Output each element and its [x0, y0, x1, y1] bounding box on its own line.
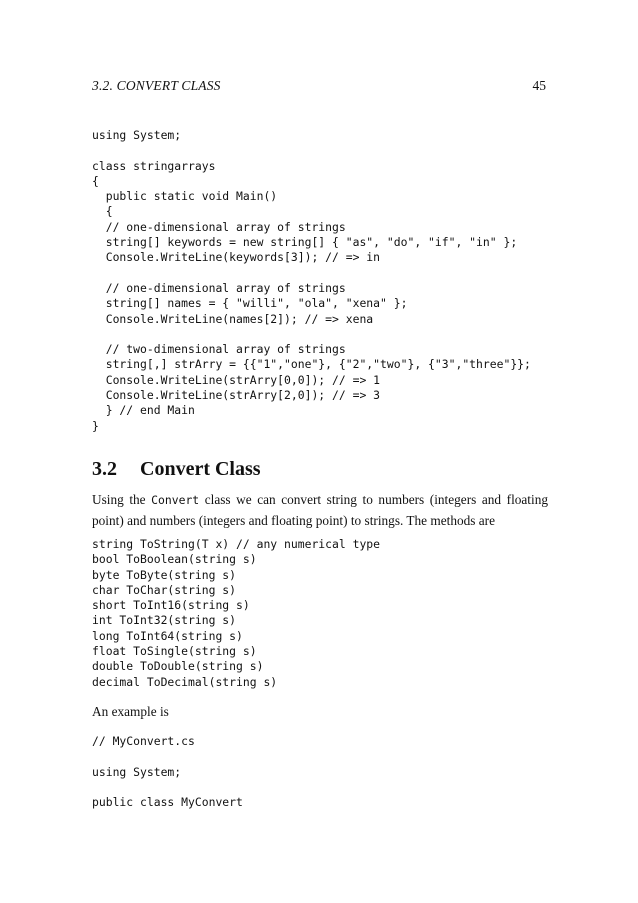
code-line: long ToInt64(string s) — [92, 628, 243, 643]
code-line: } // end Main — [92, 403, 195, 418]
code-line: public static void Main() — [92, 189, 278, 204]
page-number: 45 — [532, 78, 546, 93]
code-line: char ToChar(string s) — [92, 582, 237, 597]
code-line: byte ToByte(string s) — [92, 567, 237, 582]
example-intro-text: An example is — [92, 704, 169, 719]
code-line — [92, 327, 531, 342]
code-line: Console.WriteLine(names[2]); // => xena — [92, 311, 374, 326]
code-line — [92, 749, 243, 764]
code-line: Console.WriteLine(keywords[3]); // => in — [92, 250, 381, 265]
code-line: decimal ToDecimal(string s) — [92, 674, 278, 689]
code-line: } — [92, 418, 99, 433]
intro-text-after: class we can convert string to numbers (integers and floating point) and numbers (integers and floating point) to strings. The methods are — [92, 492, 548, 528]
code-line: // one-dimensional array of strings — [92, 280, 346, 295]
code-line: // one-dimensional array of strings — [92, 219, 346, 234]
code-line: { — [92, 204, 113, 219]
code-line: // MyConvert.cs — [92, 734, 195, 748]
code-line — [92, 266, 531, 281]
intro-paragraph — [92, 490, 548, 530]
intro-text-before: Using the — [92, 492, 152, 507]
code-line: { — [92, 173, 99, 188]
code-line: string[] keywords = new string[] { "as", "do", "if", "in" }; — [92, 235, 518, 250]
code-line: string[,] strArry = {{"1","one"}, {"2","two"}, {"3","three"}}; — [92, 357, 531, 372]
section-number: 3.2 — [92, 458, 117, 480]
section-title: Convert Class — [140, 458, 261, 480]
code-block-myconvert — [92, 734, 243, 810]
code-line — [92, 143, 531, 158]
code-line: Console.WriteLine(strArry[2,0]); // => 3 — [92, 388, 381, 403]
code-line: // two-dimensional array of strings — [92, 342, 346, 357]
code-block-convert-methods — [92, 537, 380, 690]
running-title: 3.2. CONVERT CLASS — [92, 78, 221, 93]
code-line: using System; — [92, 764, 182, 779]
code-line: class stringarrays — [92, 158, 216, 173]
code-line: short ToInt16(string s) — [92, 598, 250, 613]
code-line: string ToString(T x) // any numerical type — [92, 537, 381, 551]
code-line: int ToInt32(string s) — [92, 613, 237, 628]
code-line: using System; — [92, 128, 182, 142]
page-header — [92, 78, 546, 98]
code-block-string-arrays — [92, 128, 531, 434]
code-line: public class MyConvert — [92, 795, 243, 810]
code-line — [92, 780, 243, 795]
section-heading — [92, 458, 261, 481]
code-line: string[] names = { "willi", "ola", "xena" }; — [92, 296, 408, 311]
inline-code-convert: Convert — [151, 493, 200, 507]
code-line: Console.WriteLine(strArry[0,0]); // => 1 — [92, 372, 381, 387]
code-line: bool ToBoolean(string s) — [92, 552, 257, 567]
code-line: double ToDouble(string s) — [92, 659, 264, 674]
code-line: float ToSingle(string s) — [92, 644, 257, 659]
